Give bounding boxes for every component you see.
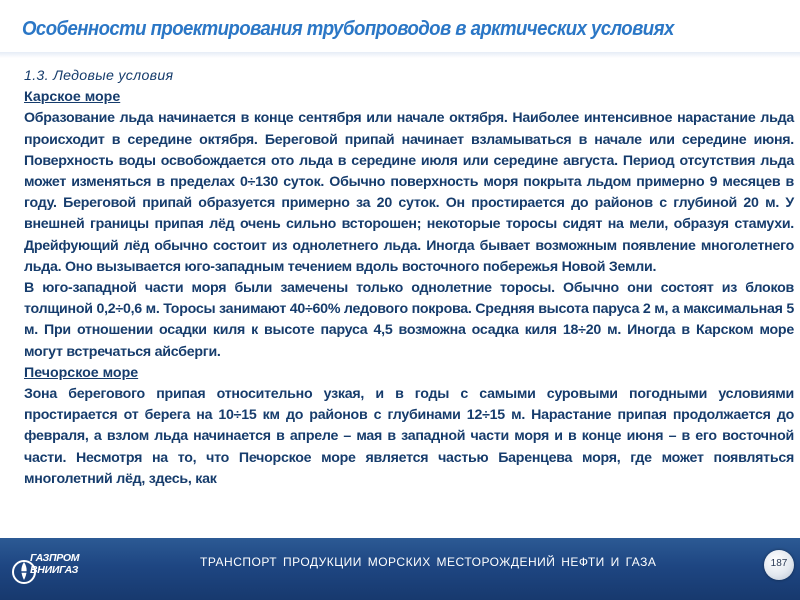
footer-band	[0, 538, 800, 600]
kara-sea-paragraph-1: Образование льда начинается в конце сентября или начале октября. Наиболее интенсивное нарастание льда происходит в середине октября. Береговой припай начинает взламываться в начале или середине июня. Поверхность воды освобождается ото льда в середине июля или середине августа. Период отсутствия льда может изменяться в пределах 0÷130 суток. Обычно поверхность моря покрыта льдом примерно 9 месяцев в году. Береговой припай образуется примерно за 20 суток. Он простирается до районов с глубиной 20 м. У внешней границы припая лёд очень сильно всторошен; некоторые торосы сидят на мели, образуя стамухи. Дрейфующий лёд обычно состоит из однолетнего льда. Иногда бывает возможным появление многолетнего льда. Оно вызывается юго-западным течением вдоль восточного побережья Новой Земли.	[24, 110, 794, 275]
page-number: 187	[770, 558, 788, 569]
logo-wordmark	[30, 552, 79, 576]
pechora-sea-paragraph-1: Зона берегового припая относительно узкая, и в годы с самыми суровыми погодными условиями простирается от берега на 10÷15 км до районов с глубинами 12÷15 м. Нарастание припая продолжается до февраля, а взлом льда начинается в апреле – мая в западной части моря и в конце июня – в его восточной части. Несмотря на то, что Печорское море является частью Баренцева моря, где может появляться многолетний лёд, здесь, как	[24, 386, 794, 487]
pechora-sea-heading: Печорское море	[24, 364, 139, 381]
section-heading: 1.3. Ледовые условия	[24, 68, 174, 84]
kara-sea-paragraph-2: В юго-западной части моря были замечены только однолетние торосы. Обычно они состоят из блоков толщиной 0,2÷0,6 м. Торосы занимают 40÷60% ледового покрова. Средняя высота паруса 2 м, а максимальная 5 м. При отношении осадки киля к высоте паруса 4,5 возможна осадка киля 18÷20 м. Иногда в Карском море могут встречаться айсберги.	[24, 280, 794, 360]
gazprom-logo	[10, 544, 80, 594]
kara-sea-heading: Карское море	[24, 89, 121, 106]
logo-line-1: ГАЗПРОМ	[30, 552, 80, 564]
slide-body	[24, 66, 794, 490]
logo-line-2: ВНИИГАЗ	[30, 564, 79, 576]
footer-caption: ТРАНСПОРТ ПРОДУКЦИИ МОРСКИХ МЕСТОРОЖДЕНИЙ НЕФТИ И ГАЗА	[200, 555, 657, 569]
title-divider	[0, 52, 800, 58]
slide-title: Особенности проектирования трубопроводов в арктических условиях	[22, 18, 674, 40]
page-number-badge	[764, 550, 794, 580]
